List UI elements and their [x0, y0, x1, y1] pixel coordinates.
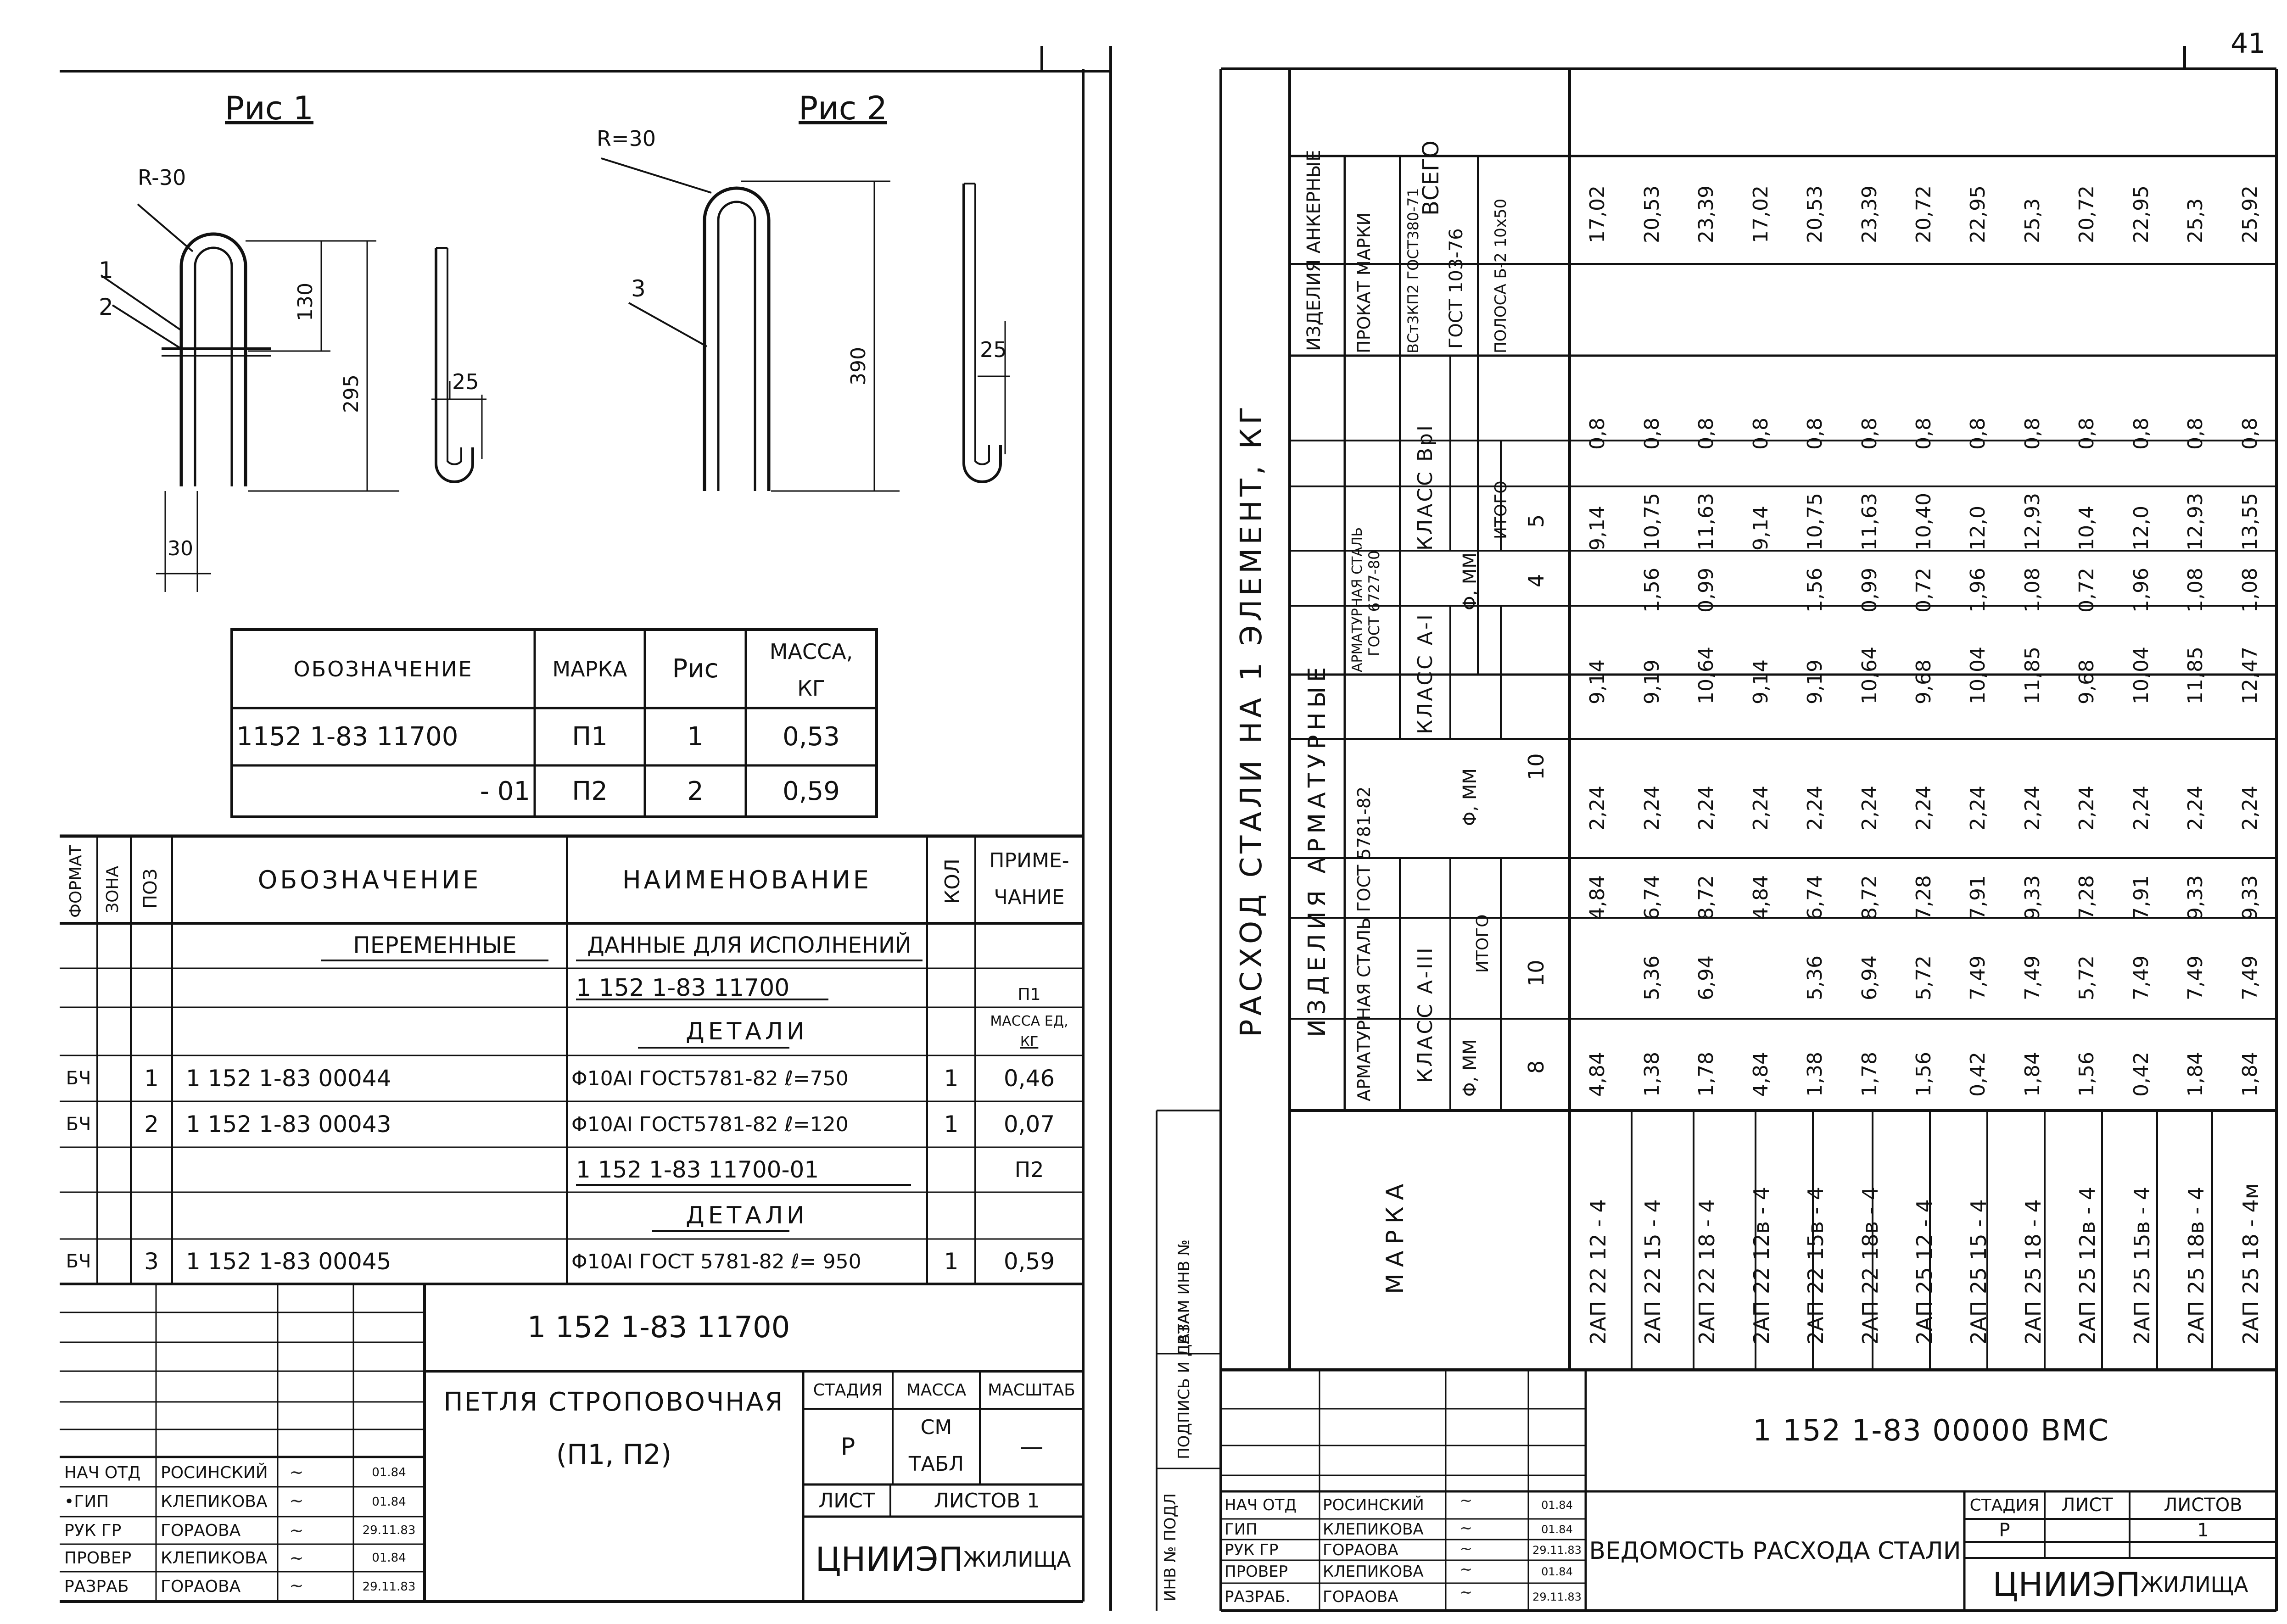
spec-r6-name: 1 152 1-83 11700-01	[576, 1156, 819, 1183]
signature-mark: ~	[289, 1548, 304, 1568]
header-g1b: КЛАСС А-I	[1414, 613, 1437, 734]
spec-r5-oboz: 1 152 1-83 00043	[186, 1111, 391, 1138]
steel-row-marka: 2АП 25 18 - 4м	[2238, 1183, 2263, 1345]
steel-row-value: 0,72	[1912, 568, 1935, 613]
left-stamp-name: КЛЕПИКОВА	[161, 1548, 268, 1568]
signature-mark: ~	[289, 1520, 304, 1540]
steel-row-value: 1,78	[1857, 1052, 1881, 1097]
steel-row-value: 5,36	[1640, 955, 1664, 1000]
left-stamp-role: РАЗРАБ	[64, 1577, 129, 1596]
mark-table-row2-oboz: - 01	[480, 776, 530, 806]
steel-row-value: 5,72	[1912, 955, 1935, 1000]
spec-r5-name: Φ10АI ГОСТ5781-82 ℓ=120	[571, 1112, 849, 1136]
spec-r7-name: ДЕТАЛИ	[686, 1202, 808, 1229]
header-phi-a1: Φ, ММ	[1459, 768, 1481, 826]
fig1-dim-130: 130	[294, 283, 317, 321]
steel-row-value: 4,84	[1586, 1052, 1610, 1097]
steel-row-value: 0,8	[1640, 418, 1664, 450]
steel-row-marka: 2АП 25 15в - 4	[2129, 1187, 2154, 1345]
steel-row-value: 1,08	[2020, 568, 2044, 613]
steel-row-marka: 2АП 22 18 - 4	[1694, 1199, 1720, 1345]
spec-header-format: ФОРМАТ	[67, 845, 85, 918]
left-stamp-h-scale: МАСШТАБ	[988, 1380, 1075, 1400]
steel-row-value: 10,4	[2075, 506, 2099, 551]
right-stamp-org-sub: ЖИЛИЩА	[2140, 1572, 2248, 1597]
mark-table-row2-massa: 0,59	[783, 776, 840, 806]
steel-row-value: 9,33	[2020, 875, 2044, 920]
mark-table-row2-ris: 2	[687, 776, 704, 806]
right-stamp-name: РОСИНСКИЙ	[1323, 1496, 1424, 1514]
steel-row-value: 6,74	[1803, 875, 1827, 920]
steel-row-marka: 2АП 25 15 - 4	[1966, 1199, 1991, 1345]
steel-row-value: 9,19	[1803, 659, 1827, 704]
steel-row-value: 4,84	[1749, 1052, 1773, 1097]
steel-row-value: 0,8	[2184, 418, 2208, 450]
spec-r4-name: Φ10АI ГОСТ5781-82 ℓ=750	[571, 1066, 849, 1090]
steel-row-value: 0,8	[1749, 418, 1773, 450]
left-stamp-date: 01.84	[372, 1495, 406, 1509]
steel-row-value: 10,75	[1803, 493, 1827, 551]
header-prokat3: ГОСТ 103-76	[1446, 228, 1467, 349]
mark-table-row2-marka: П2	[572, 776, 608, 806]
right-stamp-sheets: 1	[2197, 1520, 2209, 1541]
signature-mark: ~	[1459, 1519, 1473, 1537]
steel-row-value: 11,63	[1694, 493, 1718, 551]
spec-r8-format: БЧ	[66, 1251, 91, 1272]
header-g2b: ГОСТ 6727-80	[1365, 550, 1383, 656]
left-stamp-role: ПРОВЕР	[64, 1548, 132, 1568]
steel-row-value: 9,14	[1749, 659, 1773, 704]
spec-header-note1: ПРИМЕ-	[989, 848, 1069, 872]
right-stamp-org	[1964, 1558, 2276, 1611]
left-stamp-name: КЛЕПИКОВА	[161, 1492, 268, 1511]
mark-table-row1-ris: 1	[687, 722, 704, 752]
side-label-vzam: ВЗАМ ИНВ №	[1175, 1239, 1193, 1345]
mark-table-header-ris: Рис	[672, 654, 719, 684]
steel-row-value: 12,93	[2020, 493, 2044, 551]
steel-row-value: 1,78	[1694, 1052, 1718, 1097]
steel-row-value: 22,95	[1966, 185, 1990, 243]
right-stamp-sheet	[2045, 1519, 2130, 1542]
mark-table-header-massa: МАССА,	[769, 639, 853, 664]
steel-row-value: 1,96	[2129, 568, 2153, 613]
right-stamp-date: 01.84	[1541, 1565, 1573, 1578]
steel-row-value: 8,72	[1857, 875, 1881, 920]
steel-row-value: 9,19	[1640, 659, 1664, 704]
steel-row-value: 2,24	[1640, 786, 1664, 831]
right-stamp-code: 1 152 1-83 00000 ВМС	[1753, 1413, 2109, 1448]
spec-r4-kol: 1	[944, 1065, 959, 1092]
steel-row-value: 9,14	[1586, 659, 1610, 704]
left-stamp-date: 01.84	[372, 1551, 406, 1565]
right-stamp-name: КЛЕПИКОВА	[1323, 1520, 1424, 1539]
steel-row-value: 5,72	[2075, 955, 2099, 1000]
spec-r8-note: 0,59	[1003, 1248, 1055, 1275]
steel-row-value: 2,24	[1586, 786, 1610, 831]
steel-row-value: 6,74	[1640, 875, 1664, 920]
steel-row-value: 25,3	[2184, 198, 2208, 243]
spec-r8-oboz: 1 152 1-83 00045	[186, 1248, 391, 1275]
right-stamp-date: 01.84	[1541, 1499, 1573, 1512]
spec-header-note2: ЧАНИЕ	[994, 885, 1065, 909]
right-stamp-name: ГОРАОВА	[1323, 1588, 1398, 1606]
steel-row-value: 1,38	[1803, 1052, 1827, 1097]
steel-row-value: 0,8	[1803, 418, 1827, 450]
steel-row-value: 4,84	[1749, 875, 1773, 920]
right-stamp-role: ГИП	[1225, 1520, 1258, 1539]
spec-r5-note: 0,07	[1003, 1111, 1055, 1138]
steel-row-value: 1,84	[2238, 1052, 2262, 1097]
steel-row-value: 1,56	[1640, 568, 1664, 613]
right-stamp-role: НАЧ ОТД	[1225, 1496, 1297, 1514]
spec-r5-format: БЧ	[66, 1114, 91, 1135]
right-stamp-date: 29.11.83	[1532, 1543, 1582, 1557]
steel-row-value: 9,14	[1586, 506, 1610, 551]
signature-mark: ~	[1459, 1540, 1473, 1558]
steel-row-value: 10,75	[1640, 493, 1664, 551]
steel-row-value: 1,08	[2238, 568, 2262, 613]
spec-r1-name: ДАННЫЕ ДЛЯ ИСПОЛНЕНИЙ	[587, 932, 911, 958]
header-g2a: АРМАТУРНАЯ СТАЛЬ	[1349, 527, 1365, 672]
steel-row-value: 6,94	[1694, 955, 1718, 1000]
spec-r3-name: ДЕТАЛИ	[686, 1017, 808, 1045]
diam-10-a3: 10	[1524, 960, 1549, 987]
steel-row-value: 2,24	[2238, 786, 2262, 831]
steel-row-value: 11,85	[2020, 647, 2044, 704]
steel-row-value: 1,56	[2075, 1052, 2099, 1097]
left-stamp-h-mass: МАССА	[906, 1380, 967, 1400]
spec-r1-oboz: ПЕРЕМЕННЫЕ	[353, 932, 517, 959]
fig1-dim-25: 25	[452, 369, 479, 394]
mark-table-header-marka: МАРКА	[552, 656, 627, 681]
steel-row-value: 1,84	[2184, 1052, 2208, 1097]
steel-row-value: 0,8	[2238, 418, 2262, 450]
right-stamp-org-main: ЦНИИЭП	[1992, 1565, 2141, 1604]
spec-header-poz: ПОЗ	[140, 868, 161, 909]
signature-mark: ~	[1459, 1560, 1473, 1579]
left-stamp-name: ГОРАОВА	[161, 1521, 241, 1540]
steel-row-value: 23,39	[1857, 185, 1881, 243]
steel-row-value: 2,24	[1694, 786, 1718, 831]
steel-row-marka: 2АП 25 12 - 4	[1912, 1199, 1937, 1345]
steel-row-value: 13,55	[2238, 493, 2262, 551]
fig1-dim-295: 295	[340, 374, 363, 413]
steel-row-value: 23,39	[1694, 185, 1718, 243]
mark-table-row1-oboz: 1152 1-83 11700	[236, 722, 459, 752]
steel-row-value: 6,94	[1857, 955, 1881, 1000]
fig1-title: Рис 1	[225, 89, 313, 127]
steel-row-value: 7,91	[2129, 875, 2153, 920]
steel-row-value: 2,24	[2075, 786, 2099, 831]
steel-row-marka: 2АП 25 12в - 4	[2075, 1187, 2100, 1345]
steel-row-value: 2,24	[1912, 786, 1935, 831]
right-stamp-name: КЛЕПИКОВА	[1323, 1563, 1424, 1581]
right-stamp-date: 29.11.83	[1532, 1591, 1582, 1603]
steel-row-value: 1,08	[2184, 568, 2208, 613]
steel-row-value: 9,14	[1749, 506, 1773, 551]
steel-row-value: 2,24	[1857, 786, 1881, 831]
left-stamp-name: РОСИНСКИЙ	[161, 1463, 268, 1482]
spec-r3-note2: КГ	[1020, 1033, 1039, 1050]
steel-row-value: 10,40	[1912, 493, 1935, 551]
steel-row-value: 7,49	[2184, 955, 2208, 1000]
left-stamp-role: РУК ГР	[64, 1521, 122, 1540]
steel-row-value: 20,53	[1640, 185, 1664, 243]
spec-header-name: НАИМЕНОВАНИЕ	[622, 865, 872, 894]
steel-row-value: 0,8	[2020, 418, 2044, 450]
left-stamp-role: НАЧ ОТД	[64, 1463, 141, 1482]
right-stamp-name: ГОРАОВА	[1323, 1540, 1398, 1559]
spec-r8-name: Φ10АI ГОСТ 5781-82 ℓ= 950	[571, 1250, 861, 1273]
steel-row-value: 0,99	[1694, 568, 1718, 613]
header-vsego: ВСЕГО	[1418, 140, 1444, 216]
steel-row-marka: 2АП 22 15в - 4	[1803, 1187, 1828, 1345]
spec-r5-poz: 2	[144, 1111, 159, 1138]
fig1-dim-30: 30	[168, 537, 193, 560]
fig2-dim-25: 25	[980, 337, 1007, 362]
spec-r3-note1: МАССА ЕД,	[990, 1013, 1068, 1029]
steel-row-value: 10,04	[1966, 647, 1990, 704]
steel-row-value: 0,8	[1912, 418, 1935, 450]
left-stamp-date: 01.84	[372, 1466, 406, 1479]
page-number: 41	[2231, 28, 2266, 60]
spec-header-kol: КОЛ	[941, 859, 964, 904]
steel-row-value: 11,85	[2184, 647, 2208, 704]
right-stamp-h-stage: СТАДИЯ	[1969, 1496, 2040, 1515]
steel-row-marka: 2АП 25 18в - 4	[2184, 1187, 2209, 1345]
steel-row-marka: 2АП 22 15 - 4	[1640, 1199, 1665, 1345]
spec-r4-oboz: 1 152 1-83 00044	[186, 1065, 391, 1092]
diam-8: 8	[1524, 1060, 1549, 1074]
left-stamp-mass2: ТАБЛ	[908, 1452, 964, 1476]
left-stamp-code: 1 152 1-83 11700	[527, 1311, 790, 1345]
steel-row-value: 1,56	[1912, 1052, 1935, 1097]
steel-row-value: 2,24	[2129, 786, 2153, 831]
steel-row-value: 9,68	[1912, 659, 1935, 704]
steel-row-value: 8,72	[1694, 875, 1718, 920]
steel-row-value: 17,02	[1749, 185, 1773, 243]
left-stamp-stage: Р	[840, 1433, 856, 1461]
steel-row-value: 22,95	[2129, 185, 2153, 243]
steel-row-value: 2,24	[2184, 786, 2208, 831]
steel-row-value: 2,24	[1966, 786, 1990, 831]
steel-row-value: 2,24	[1803, 786, 1827, 831]
steel-row-value: 12,0	[1966, 506, 1990, 551]
left-stamp-scale: —	[1019, 1433, 1044, 1461]
right-stamp-h-sheet: ЛИСТ	[2061, 1495, 2113, 1516]
right-stamp-h-sheets: ЛИСТОВ	[2164, 1495, 2242, 1516]
fig1-radius-label: R-30	[138, 165, 186, 190]
left-stamp-org-sub: ЖИЛИЩА	[963, 1546, 1071, 1572]
steel-row-value: 0,42	[1966, 1052, 1990, 1097]
left-stamp-org	[803, 1517, 1083, 1602]
steel-row-value: 9,33	[2238, 875, 2262, 920]
left-stamp-title1: ПЕТЛЯ СТРОПОВОЧНАЯ	[443, 1387, 784, 1417]
steel-row-value: 2,24	[2020, 786, 2044, 831]
steel-row-value: 25,3	[2020, 198, 2044, 243]
right-stamp-title: ВЕДОМОСТЬ РАСХОДА СТАЛИ	[1589, 1537, 1961, 1565]
left-stamp-sheet: ЛИСТ	[818, 1489, 875, 1512]
signature-mark: ~	[289, 1575, 304, 1596]
steel-row-value: 10,64	[1694, 647, 1718, 704]
steel-row-value: 12,47	[2238, 647, 2262, 704]
steel-row-value: 9,33	[2184, 875, 2208, 920]
fig2-pos3: 3	[631, 275, 646, 302]
header-g1: АРМАТУРНАЯ СТАЛЬ ГОСТ 5781-82	[1354, 786, 1374, 1101]
steel-row-value: 0,8	[1694, 418, 1718, 450]
header-itogo-bp: ИТОГО	[1492, 480, 1510, 539]
steel-row-value: 2,24	[1749, 786, 1773, 831]
spec-r4-format: БЧ	[66, 1068, 91, 1089]
header-g1a: КЛАСС А-III	[1414, 946, 1437, 1083]
steel-row-value: 1,38	[1640, 1052, 1664, 1097]
steel-row-value: 7,49	[2238, 955, 2262, 1000]
steel-row-marka: 2АП 22 12 - 4	[1586, 1199, 1611, 1345]
steel-row-value: 1,84	[2020, 1052, 2044, 1097]
left-stamp-name: ГОРАОВА	[161, 1577, 241, 1596]
left-stamp-role: •ГИП	[64, 1492, 109, 1511]
right-stamp-date: 01.84	[1541, 1523, 1573, 1536]
mark-table-row1-massa: 0,53	[783, 722, 840, 752]
steel-row-value: 7,91	[1966, 875, 1990, 920]
left-stamp-mass1: СМ	[920, 1415, 952, 1439]
spec-r2-note: П1	[1018, 985, 1041, 1004]
left-stamp-sheets: ЛИСТОВ 1	[934, 1489, 1040, 1512]
header-armatur: ИЗДЕЛИЯ АРМАТУРНЫЕ	[1303, 662, 1331, 1037]
spec-r4-poz: 1	[144, 1065, 159, 1092]
steel-row-value: 10,64	[1857, 647, 1881, 704]
signature-mark: ~	[1459, 1491, 1473, 1510]
spec-r2-name: 1 152 1-83 11700	[576, 974, 790, 1002]
fig2-title: Рис 2	[799, 89, 887, 127]
fig2-dim-390: 390	[847, 347, 870, 385]
right-stamp-stage: Р	[1999, 1520, 2010, 1541]
steel-row-value: 1,56	[1803, 568, 1827, 613]
side-label-sign: ПОДПИСЬ И ДАТА	[1175, 1313, 1193, 1459]
steel-row-value: 25,92	[2238, 185, 2262, 243]
steel-row-value: 0,8	[1586, 418, 1610, 450]
side-label-inv: ИНВ № ПОДЛ	[1161, 1493, 1180, 1602]
left-stamp-date: 29.11.83	[362, 1579, 416, 1594]
header-phi-a3: Φ, ММ	[1459, 1039, 1481, 1097]
diam-5: 5	[1524, 514, 1549, 528]
fig2-radius-label: R=30	[597, 126, 656, 151]
steel-row-value: 0,99	[1857, 568, 1881, 613]
header-itogo-a3: ИТОГО	[1473, 914, 1492, 973]
header-marka: МАРКА	[1381, 1177, 1409, 1294]
header-prokat2: ВСт3КП2 ГОСТ380-71	[1404, 188, 1422, 353]
header-anker: ИЗДЕЛИЯ АНКЕРНЫЕ	[1303, 150, 1325, 351]
steel-row-value: 20,53	[1803, 185, 1827, 243]
fig1-pos2: 2	[99, 294, 113, 320]
steel-row-value: 0,42	[2129, 1052, 2153, 1097]
steel-row-value: 10,04	[2129, 647, 2153, 704]
spec-r5-kol: 1	[944, 1111, 959, 1138]
steel-row-value: 4,84	[1586, 875, 1610, 920]
header-prokat: ПРОКАТ МАРКИ	[1354, 212, 1374, 353]
signature-mark: ~	[289, 1462, 304, 1482]
header-prokat4: ПОЛОСА Б-2 10х50	[1492, 198, 1510, 353]
steel-row-marka: 2АП 22 12в - 4	[1749, 1187, 1774, 1345]
right-stamp-role: РАЗРАБ.	[1225, 1588, 1291, 1606]
steel-row-value: 7,49	[2129, 955, 2153, 1000]
spec-r8-poz: 3	[144, 1248, 159, 1275]
spec-r4-note: 0,46	[1003, 1065, 1055, 1092]
signature-mark: ~	[289, 1490, 304, 1511]
steel-row-value: 0,8	[1857, 418, 1881, 450]
steel-row-value: 5,36	[1803, 955, 1827, 1000]
steel-row-value: 12,0	[2129, 506, 2153, 551]
left-stamp-org-main: ЦНИИЭП	[815, 1540, 963, 1579]
mark-table-header-oboz: ОБОЗНАЧЕНИЕ	[293, 656, 473, 681]
header-phi-bp: Φ, ММ	[1459, 552, 1481, 610]
spec-r8-kol: 1	[944, 1248, 959, 1275]
right-stamp-role: ПРОВЕР	[1225, 1563, 1288, 1581]
steel-row-value: 0,8	[2129, 418, 2153, 450]
signature-mark: ~	[1459, 1583, 1473, 1602]
steel-row-value: 20,72	[2075, 185, 2099, 243]
right-stamp-role: РУК ГР	[1225, 1540, 1279, 1559]
steel-row-value: 7,28	[2075, 875, 2099, 920]
diam-4: 4	[1524, 574, 1549, 587]
left-stamp-title2: (П1, П2)	[556, 1439, 672, 1471]
steel-row-value: 12,93	[2184, 493, 2208, 551]
fig1-pos1: 1	[99, 257, 113, 284]
steel-row-value: 1,96	[1966, 568, 1990, 613]
spec-header-oboz: ОБОЗНАЧЕНИЕ	[257, 865, 481, 894]
steel-row-marka: 2АП 25 18 - 4	[2020, 1199, 2046, 1345]
steel-row-value: 17,02	[1586, 185, 1610, 243]
steel-row-value: 11,63	[1857, 493, 1881, 551]
steel-row-value: 7,28	[1912, 875, 1935, 920]
steel-row-marka: 2АП 22 18в - 4	[1857, 1187, 1883, 1345]
mark-table-row1-marka: П1	[572, 722, 608, 752]
diam-10-a1: 10	[1524, 753, 1549, 780]
left-stamp-date: 29.11.83	[362, 1524, 416, 1537]
mark-table-header-kg: КГ	[797, 676, 825, 701]
steel-row-value: 20,72	[1912, 185, 1935, 243]
steel-row-value: 9,68	[2075, 659, 2099, 704]
left-stamp-h-stage: СТАДИЯ	[813, 1380, 883, 1400]
steel-row-value: 7,49	[2020, 955, 2044, 1000]
steel-row-value: 0,8	[2075, 418, 2099, 450]
spec-header-zone: ЗОНА	[103, 865, 122, 913]
steel-row-value: 7,49	[1966, 955, 1990, 1000]
header-g2c: КЛАСС ВрI	[1414, 424, 1437, 551]
spec-r6-note: П2	[1014, 1157, 1044, 1182]
steel-row-value: 0,72	[2075, 568, 2099, 613]
steel-row-value: 0,8	[1966, 418, 1990, 450]
steel-table-title: РАСХОД СТАЛИ НА 1 ЭЛЕМЕНТ, КГ	[1235, 402, 1269, 1037]
